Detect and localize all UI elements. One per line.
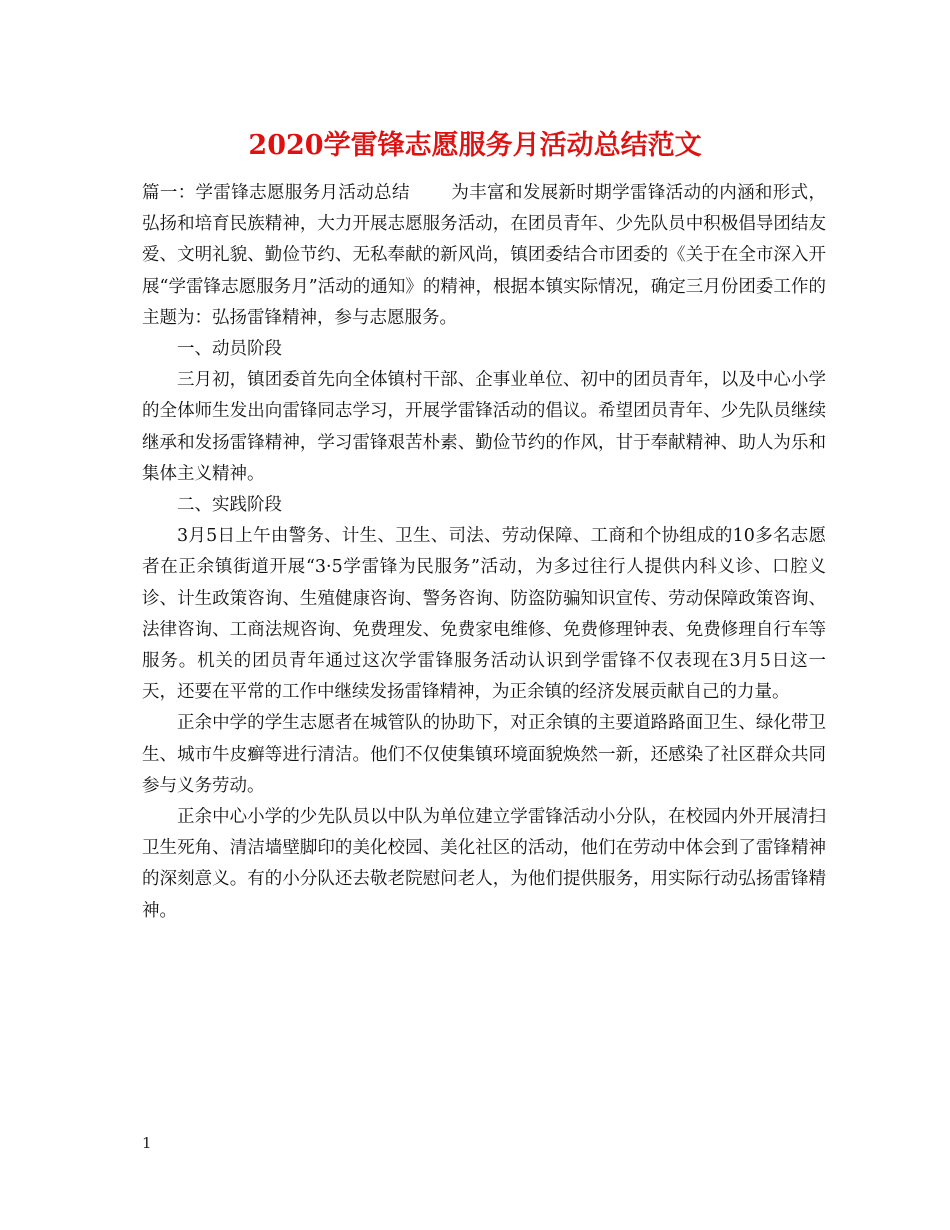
section-heading-mobilization: 一、动员阶段 [177,339,282,360]
document-body [142,178,826,927]
paragraph-middle-school: 正余中学的学生志愿者在城管队的协助下，对正余镇的主要道路路面卫生、绿化带卫生、城市牛皮癣等进行清洁。他们不仅使集镇环境面貌焕然一新，还感染了社区群众共同参与义务劳动。 [142,713,826,796]
paragraph-intro: 篇一：学雷锋志愿服务月活动总结 为丰富和发展新时期学雷锋活动的内涵和形式，弘扬和培育民族精神，大力开展志愿服务活动，在团员青年、少先队员中积极倡导团结友爱、文明礼貌、勤俭节约、无私奉献的新风尚，镇团委结合市团委的《关于在全市深入开展“学雷锋志愿服务月”活动的通知》的精神，根据本镇实际情况，确定三月份团委工作的主题为：弘扬雷锋精神，参与志愿服务。 [142,183,826,328]
page-number: 1 [142,1134,152,1152]
paragraph-primary-school: 正余中心小学的少先队员以中队为单位建立学雷锋活动小分队，在校园内外开展清扫卫生死角、清洁墙壁脚印的美化校园、美化社区的活动，他们在劳动中体会到了雷锋精神的深刻意义。有的小分队还去敬老院慰问老人，为他们提供服务，用实际行动弘扬雷锋精神。 [142,807,826,921]
paragraph-practice-march5: 3月5日上午由警务、计生、卫生、司法、劳动保障、工商和个协组成的10多名志愿者在正余镇街道开展“3·5学雷锋为民服务”活动，为多过往行人提供内科义诊、口腔义诊、计生政策咨询、生殖健康咨询、警务咨询、防盗防骗知识宣传、劳动保障政策咨询、法律咨询、工商法规咨询、免费理发、免费家电维修、免费修理钟表、免费修理自行车等服务。机关的团员青年通过这次学雷锋服务活动认识到学雷锋不仅表现在3月5日这一天，还要在平常的工作中继续发扬雷锋精神，为正余镇的经济发展贡献自己的力量。 [142,526,826,703]
document-title: 2020学雷锋志愿服务月活动总结范文 [248,130,702,161]
paragraph-mobilization: 三月初，镇团委首先向全体镇村干部、企事业单位、初中的团员青年，以及中心小学的全体师生发出向雷锋同志学习，开展学雷锋活动的倡议。希望团员青年、少先队员继续继承和发扬雷锋精神，学习雷锋艰苦朴素、勤俭节约的作风，甘于奉献精神、助人为乐和集体主义精神。 [142,370,826,484]
section-heading-practice: 二、实践阶段 [177,495,282,516]
